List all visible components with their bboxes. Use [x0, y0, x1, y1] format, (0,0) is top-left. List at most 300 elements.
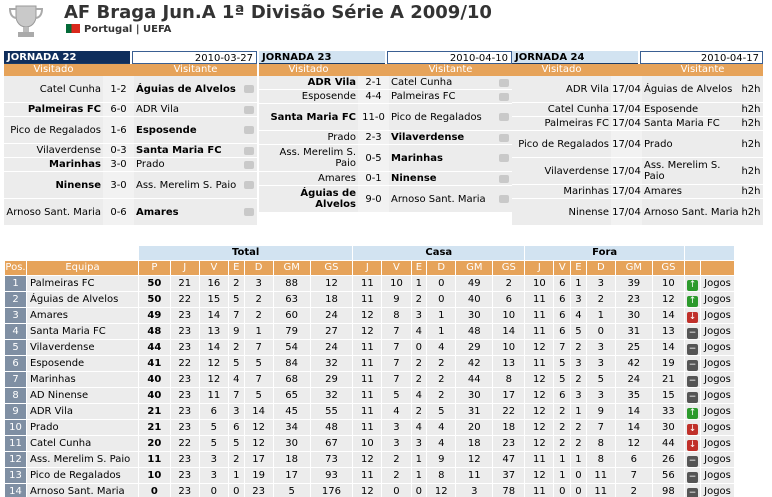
camera-icon	[244, 85, 254, 93]
position-cell: 4	[5, 324, 27, 340]
match-score[interactable]: 17/04	[611, 199, 642, 225]
trend-cell	[685, 404, 701, 420]
trend-cell	[685, 356, 701, 372]
stat-cell: 1	[427, 308, 456, 324]
trend-cell	[685, 292, 701, 308]
team-name[interactable]: Catel Cunha	[27, 436, 139, 452]
camera-icon[interactable]	[241, 161, 257, 169]
stat-cell: 2	[382, 452, 411, 468]
table-row[interactable]	[5, 404, 735, 420]
match-score[interactable]: 1-2	[103, 76, 134, 102]
away-team[interactable]: Arnoso Sant. Maria	[391, 193, 486, 205]
jornada-column-header	[259, 64, 512, 76]
h2h-link[interactable]: h2h	[741, 104, 761, 115]
stat-cell: 4	[382, 404, 411, 420]
camera-icon[interactable]	[241, 106, 257, 114]
table-row[interactable]	[5, 308, 735, 324]
match-row[interactable]	[4, 76, 257, 103]
match-score[interactable]: 0-1	[358, 172, 389, 185]
home-team[interactable]: Amares	[318, 173, 356, 184]
match-score[interactable]: 17/04	[611, 76, 642, 102]
stat-cell: 12	[525, 468, 554, 484]
jogos-link[interactable]: Jogos	[701, 276, 735, 292]
h2h-link[interactable]: h2h	[741, 186, 761, 197]
page-header	[0, 0, 772, 44]
match-row[interactable]	[4, 158, 257, 172]
match-score[interactable]: 0-3	[103, 144, 134, 157]
jornada-date: 2010-03-27	[132, 51, 257, 64]
jogos-link[interactable]: Jogos	[701, 372, 735, 388]
jogos-link[interactable]: Jogos	[701, 452, 735, 468]
trend-cell	[685, 420, 701, 436]
stat-cell: 24	[615, 372, 652, 388]
table-row[interactable]	[5, 324, 735, 340]
stat-cell: 22	[170, 436, 199, 452]
away-team[interactable]: Esposende	[644, 104, 699, 115]
stat-cell: 14	[199, 340, 228, 356]
table-row[interactable]	[5, 356, 735, 372]
table-row[interactable]	[5, 436, 735, 452]
stat-cell: 13	[493, 356, 525, 372]
stat-cell: 11	[353, 468, 382, 484]
stat-cell: 60	[273, 308, 310, 324]
jogos-link[interactable]: Jogos	[701, 324, 735, 340]
away-team[interactable]: Esposende	[136, 124, 197, 136]
stat-cell: 3	[586, 356, 615, 372]
away-team[interactable]: Amares	[644, 186, 682, 197]
stat-cell: 1	[571, 404, 587, 420]
trend-eq-icon: −	[688, 488, 697, 497]
stat-cell: 23	[170, 404, 199, 420]
team-name[interactable]: Águias de Alvelos	[27, 292, 139, 308]
stat-cell: 0	[427, 292, 456, 308]
stat-cell: 10	[652, 276, 684, 292]
home-team[interactable]: Arnoso Sant. Maria	[6, 206, 101, 218]
h2h-link[interactable]: h2h	[741, 206, 761, 218]
match-row[interactable]	[4, 144, 257, 158]
home-team[interactable]: Pico de Regalados	[10, 124, 101, 136]
stat-cell: 12	[525, 420, 554, 436]
camera-icon[interactable]	[241, 126, 257, 134]
stat-cell: 12	[353, 484, 382, 497]
team-name[interactable]: Ass. Merelim S. Paio	[27, 452, 139, 468]
stat-cell: 6	[554, 308, 571, 324]
match-row[interactable]	[512, 103, 763, 117]
stat-cell: 40	[139, 372, 171, 388]
table-row[interactable]	[5, 340, 735, 356]
stat-cell: 67	[310, 436, 353, 452]
trend-dn-icon: ↓	[688, 440, 697, 450]
stat-cell: 3	[586, 388, 615, 404]
h2h-link[interactable]: h2h	[741, 138, 761, 150]
stat-cell: 10	[353, 436, 382, 452]
stat-cell: 25	[615, 340, 652, 356]
stat-cell: 12	[244, 420, 273, 436]
stat-cell: 0	[411, 484, 427, 497]
home-team[interactable]: Pico de Regalados	[518, 138, 609, 150]
column-5: E	[228, 261, 244, 276]
match-score[interactable]: 17/04	[612, 118, 641, 129]
match-score[interactable]: 3-0	[103, 172, 134, 198]
home-team[interactable]: Ninense	[55, 179, 101, 191]
stat-cell: 50	[139, 292, 171, 308]
stat-cell: 12	[353, 452, 382, 468]
jogos-link[interactable]: Jogos	[701, 484, 735, 497]
away-team[interactable]: Marinhas	[391, 152, 443, 164]
home-team[interactable]: Ninense	[568, 206, 609, 218]
jornada-header	[512, 51, 763, 64]
home-team[interactable]: Ass. Merelim S. Paio	[279, 147, 356, 169]
column-2: P	[139, 261, 171, 276]
jogos-link[interactable]: Jogos	[701, 340, 735, 356]
jogos-link[interactable]: Jogos	[701, 420, 735, 436]
stat-cell: 8	[493, 372, 525, 388]
jogos-link[interactable]: Jogos	[701, 308, 735, 324]
column-12: D	[427, 261, 456, 276]
match-row[interactable]	[512, 131, 763, 158]
camera-icon	[499, 113, 509, 121]
column-10: V	[382, 261, 411, 276]
match-row[interactable]	[259, 172, 512, 186]
position-cell: 7	[5, 372, 27, 388]
jornada-title: JORNADA 23	[259, 51, 385, 64]
match-row[interactable]	[4, 199, 257, 226]
stat-cell: 5	[199, 420, 228, 436]
stat-cell: 2	[228, 276, 244, 292]
stat-cell: 41	[139, 356, 171, 372]
stat-cell: 40	[456, 292, 493, 308]
match-score[interactable]: 2-3	[358, 131, 389, 144]
home-team[interactable]: ADR Vila	[566, 83, 609, 95]
team-name[interactable]: Amares	[27, 308, 139, 324]
away-team[interactable]: ADR Vila	[136, 104, 179, 115]
match-row[interactable]	[512, 199, 763, 226]
match-row[interactable]	[259, 90, 512, 104]
stat-cell: 48	[456, 324, 493, 340]
team-name[interactable]: Marinhas	[27, 372, 139, 388]
match-score[interactable]: 9-0	[358, 186, 389, 212]
stat-cell: 11	[353, 372, 382, 388]
team-name[interactable]: Vilaverdense	[27, 340, 139, 356]
camera-icon[interactable]	[496, 154, 512, 162]
stat-cell: 6	[554, 388, 571, 404]
h2h-link[interactable]: h2h	[741, 118, 761, 129]
stat-cell: 49	[139, 308, 171, 324]
stat-cell: 21	[139, 404, 171, 420]
stat-cell: 12	[525, 372, 554, 388]
stat-cell: 4	[427, 420, 456, 436]
camera-icon[interactable]	[496, 175, 512, 183]
match-score[interactable]: 3-0	[103, 158, 134, 171]
stat-cell: 18	[273, 452, 310, 468]
away-team[interactable]: Águias de Alvelos	[136, 83, 236, 95]
stat-cell: 23	[170, 420, 199, 436]
away-team[interactable]: Ninense	[391, 173, 437, 184]
position-cell: 9	[5, 404, 27, 420]
camera-icon[interactable]	[241, 208, 257, 216]
camera-icon[interactable]	[241, 85, 257, 93]
stat-cell: 4	[411, 388, 427, 404]
away-team[interactable]: Ass. Merelim S. Paio	[644, 160, 721, 182]
away-team[interactable]: Amares	[136, 206, 179, 218]
jornada-22-panel	[4, 51, 257, 226]
stat-cell: 29	[456, 340, 493, 356]
stat-cell: 6	[554, 292, 571, 308]
jogos-link[interactable]: Jogos	[701, 388, 735, 404]
stat-cell: 5	[571, 324, 587, 340]
stat-cell: 55	[310, 404, 353, 420]
stat-cell: 12	[525, 436, 554, 452]
home-team[interactable]: Vilaverdense	[36, 145, 101, 156]
home-team[interactable]: ADR Vila	[307, 77, 356, 88]
stat-cell: 13	[652, 324, 684, 340]
stat-cell: 7	[382, 372, 411, 388]
stat-cell: 24	[310, 308, 353, 324]
position-cell: 1	[5, 276, 27, 292]
match-score[interactable]: 17/04	[611, 131, 642, 157]
stat-cell: 7	[382, 340, 411, 356]
match-score[interactable]: 17/04	[611, 158, 642, 184]
away-team[interactable]: Pico de Regalados	[391, 111, 482, 123]
stat-cell: 14	[493, 324, 525, 340]
camera-icon[interactable]	[496, 79, 512, 87]
stat-cell: 45	[273, 404, 310, 420]
page-title: AF Braga Jun.A 1ª Divisão Série A 2009/10	[64, 2, 492, 23]
stat-cell: 11	[525, 452, 554, 468]
stat-cell: 2	[228, 452, 244, 468]
stat-cell: 2	[427, 356, 456, 372]
stat-cell: 11	[353, 340, 382, 356]
match-row[interactable]	[512, 76, 763, 103]
team-name[interactable]: AD Ninense	[27, 388, 139, 404]
match-row[interactable]	[259, 104, 512, 131]
stat-cell: 1	[571, 276, 587, 292]
away-team[interactable]: Ass. Merelim S. Paio	[136, 179, 237, 191]
position-cell: 13	[5, 468, 27, 484]
position-cell: 2	[5, 292, 27, 308]
group-spacer	[5, 246, 139, 261]
stat-cell: 2	[228, 340, 244, 356]
team-name[interactable]: Prado	[27, 420, 139, 436]
position-cell: 12	[5, 452, 27, 468]
stat-cell: 1	[427, 324, 456, 340]
stat-cell: 7	[244, 340, 273, 356]
match-score[interactable]: 4-4	[358, 90, 389, 103]
match-row[interactable]	[259, 186, 512, 213]
stat-cell: 79	[273, 324, 310, 340]
home-team[interactable]: Esposende	[301, 91, 356, 102]
away-team[interactable]: Águias de Alvelos	[644, 83, 733, 95]
trend-cell	[685, 484, 701, 497]
away-team[interactable]: Catel Cunha	[391, 77, 453, 88]
table-row[interactable]	[5, 452, 735, 468]
league-group-header	[5, 246, 735, 261]
jornada-23-panel	[259, 51, 512, 213]
stat-cell: 11	[525, 324, 554, 340]
stat-cell: 18	[493, 420, 525, 436]
stat-cell: 23	[170, 484, 199, 497]
stat-cell: 31	[615, 324, 652, 340]
column-7: GM	[273, 261, 310, 276]
column-spacer	[358, 64, 389, 76]
stat-cell: 11	[525, 292, 554, 308]
stat-cell: 9	[382, 292, 411, 308]
jogos-link[interactable]: Jogos	[701, 292, 735, 308]
match-score[interactable]: 17/04	[612, 104, 641, 115]
camera-icon[interactable]	[496, 113, 512, 121]
stat-cell: 3	[571, 388, 587, 404]
match-row[interactable]	[512, 185, 763, 199]
stat-cell: 5	[586, 372, 615, 388]
stat-cell: 30	[456, 388, 493, 404]
stat-cell: 11	[353, 276, 382, 292]
match-row[interactable]	[259, 76, 512, 90]
away-team[interactable]: Santa Maria FC	[136, 145, 222, 156]
away-team[interactable]: Palmeiras FC	[391, 91, 456, 102]
camera-icon[interactable]	[241, 147, 257, 155]
home-team[interactable]: Catel Cunha	[39, 83, 101, 95]
table-row[interactable]	[5, 468, 735, 484]
table-row[interactable]	[5, 372, 735, 388]
trend-dn-icon: ↓	[688, 312, 697, 322]
column-15: J	[525, 261, 554, 276]
match-row[interactable]	[512, 158, 763, 185]
stat-cell: 4	[411, 420, 427, 436]
stat-cell: 27	[310, 324, 353, 340]
stat-cell: 9	[228, 324, 244, 340]
team-name[interactable]: Palmeiras FC	[27, 276, 139, 292]
match-row[interactable]	[512, 117, 763, 131]
home-team[interactable]: Prado	[327, 132, 356, 143]
jogos-link[interactable]: Jogos	[701, 404, 735, 420]
camera-icon[interactable]	[496, 93, 512, 101]
table-row[interactable]	[5, 420, 735, 436]
org-link[interactable]: UEFA	[143, 24, 172, 35]
match-row[interactable]	[4, 103, 257, 117]
trend-up-icon: ↑	[688, 296, 697, 306]
jogos-link[interactable]: Jogos	[701, 436, 735, 452]
stat-cell: 15	[652, 388, 684, 404]
home-team[interactable]: Marinhas	[563, 186, 609, 197]
home-team[interactable]: Marinhas	[49, 159, 101, 170]
stat-cell: 5	[554, 372, 571, 388]
stat-cell: 0	[571, 468, 587, 484]
stat-cell: 17	[244, 452, 273, 468]
home-team[interactable]: Águias de Alvelos	[300, 188, 356, 210]
away-team[interactable]: Vilaverdense	[391, 132, 465, 143]
stat-cell: 5	[244, 388, 273, 404]
match-score[interactable]: 2-1	[358, 76, 389, 89]
jogos-link[interactable]: Jogos	[701, 468, 735, 484]
stat-cell: 12	[615, 436, 652, 452]
stat-cell: 23	[170, 340, 199, 356]
stat-cell: 44	[456, 372, 493, 388]
away-team[interactable]: Santa Maria FC	[644, 118, 720, 129]
match-score[interactable]: 17/04	[612, 186, 641, 197]
stat-cell: 14	[615, 420, 652, 436]
home-team[interactable]: Palmeiras FC	[544, 118, 609, 129]
table-row[interactable]	[5, 292, 735, 308]
camera-icon[interactable]	[496, 134, 512, 142]
home-team[interactable]: Palmeiras FC	[27, 104, 101, 115]
stat-cell: 11	[525, 356, 554, 372]
stat-cell: 2	[586, 292, 615, 308]
stat-cell: 65	[273, 388, 310, 404]
table-row[interactable]	[5, 388, 735, 404]
table-row[interactable]	[5, 276, 735, 292]
team-name[interactable]: Santa Maria FC	[27, 324, 139, 340]
stat-cell: 2	[554, 404, 571, 420]
stat-cell: 20	[456, 420, 493, 436]
match-score[interactable]: 1-6	[103, 117, 134, 143]
jogos-link[interactable]: Jogos	[701, 356, 735, 372]
h2h-link[interactable]: h2h	[741, 83, 761, 95]
stat-cell: 0	[199, 484, 228, 497]
trend-eq-icon: −	[688, 376, 697, 386]
away-team[interactable]: Arnoso Sant. Maria	[644, 206, 739, 218]
home-team[interactable]: Santa Maria FC	[270, 111, 356, 123]
stat-cell: 1	[228, 468, 244, 484]
stat-cell: 5	[382, 388, 411, 404]
jornada-column-header	[512, 64, 763, 76]
home-team[interactable]: Vilaverdense	[544, 165, 609, 177]
match-score[interactable]: 11-0	[358, 104, 389, 130]
stat-cell: 22	[493, 404, 525, 420]
column-spacer	[701, 261, 735, 276]
match-row[interactable]	[259, 145, 512, 172]
stat-cell: 1	[554, 452, 571, 468]
table-row[interactable]	[5, 484, 735, 497]
match-row[interactable]	[259, 131, 512, 145]
stat-cell: 19	[244, 468, 273, 484]
camera-icon	[244, 106, 254, 114]
away-team[interactable]: Prado	[644, 138, 673, 150]
jornada-header	[259, 51, 512, 64]
camera-icon	[244, 161, 254, 169]
country-link[interactable]: Portugal	[84, 24, 133, 35]
stat-cell: 50	[139, 276, 171, 292]
stat-cell: 18	[456, 436, 493, 452]
stat-cell: 33	[652, 404, 684, 420]
away-team[interactable]: Prado	[136, 159, 165, 170]
stat-cell: 31	[456, 404, 493, 420]
home-team[interactable]: Catel Cunha	[547, 104, 609, 115]
stat-cell: 5	[554, 356, 571, 372]
match-row[interactable]	[4, 117, 257, 144]
stat-cell: 3	[382, 420, 411, 436]
team-name[interactable]: ADR Vila	[27, 404, 139, 420]
team-name[interactable]: Arnoso Sant. Maria	[27, 484, 139, 497]
camera-icon[interactable]	[241, 181, 257, 189]
team-name[interactable]: Pico de Regalados	[27, 468, 139, 484]
trend-up-icon: ↑	[688, 408, 697, 418]
camera-icon[interactable]	[496, 195, 512, 203]
stat-cell: 23	[493, 436, 525, 452]
match-row[interactable]	[4, 172, 257, 199]
stat-cell: 2	[411, 372, 427, 388]
camera-icon	[244, 126, 254, 134]
h2h-link[interactable]: h2h	[741, 165, 761, 177]
stat-cell: 12	[525, 340, 554, 356]
stat-cell: 19	[652, 356, 684, 372]
stat-cell: 32	[310, 388, 353, 404]
match-score[interactable]: 0-6	[103, 199, 134, 225]
team-name[interactable]: Esposende	[27, 356, 139, 372]
match-score[interactable]: 0-5	[358, 145, 389, 171]
stat-cell: 12	[199, 372, 228, 388]
match-score[interactable]: 6-0	[103, 103, 134, 116]
jornada-column-header	[4, 64, 257, 76]
